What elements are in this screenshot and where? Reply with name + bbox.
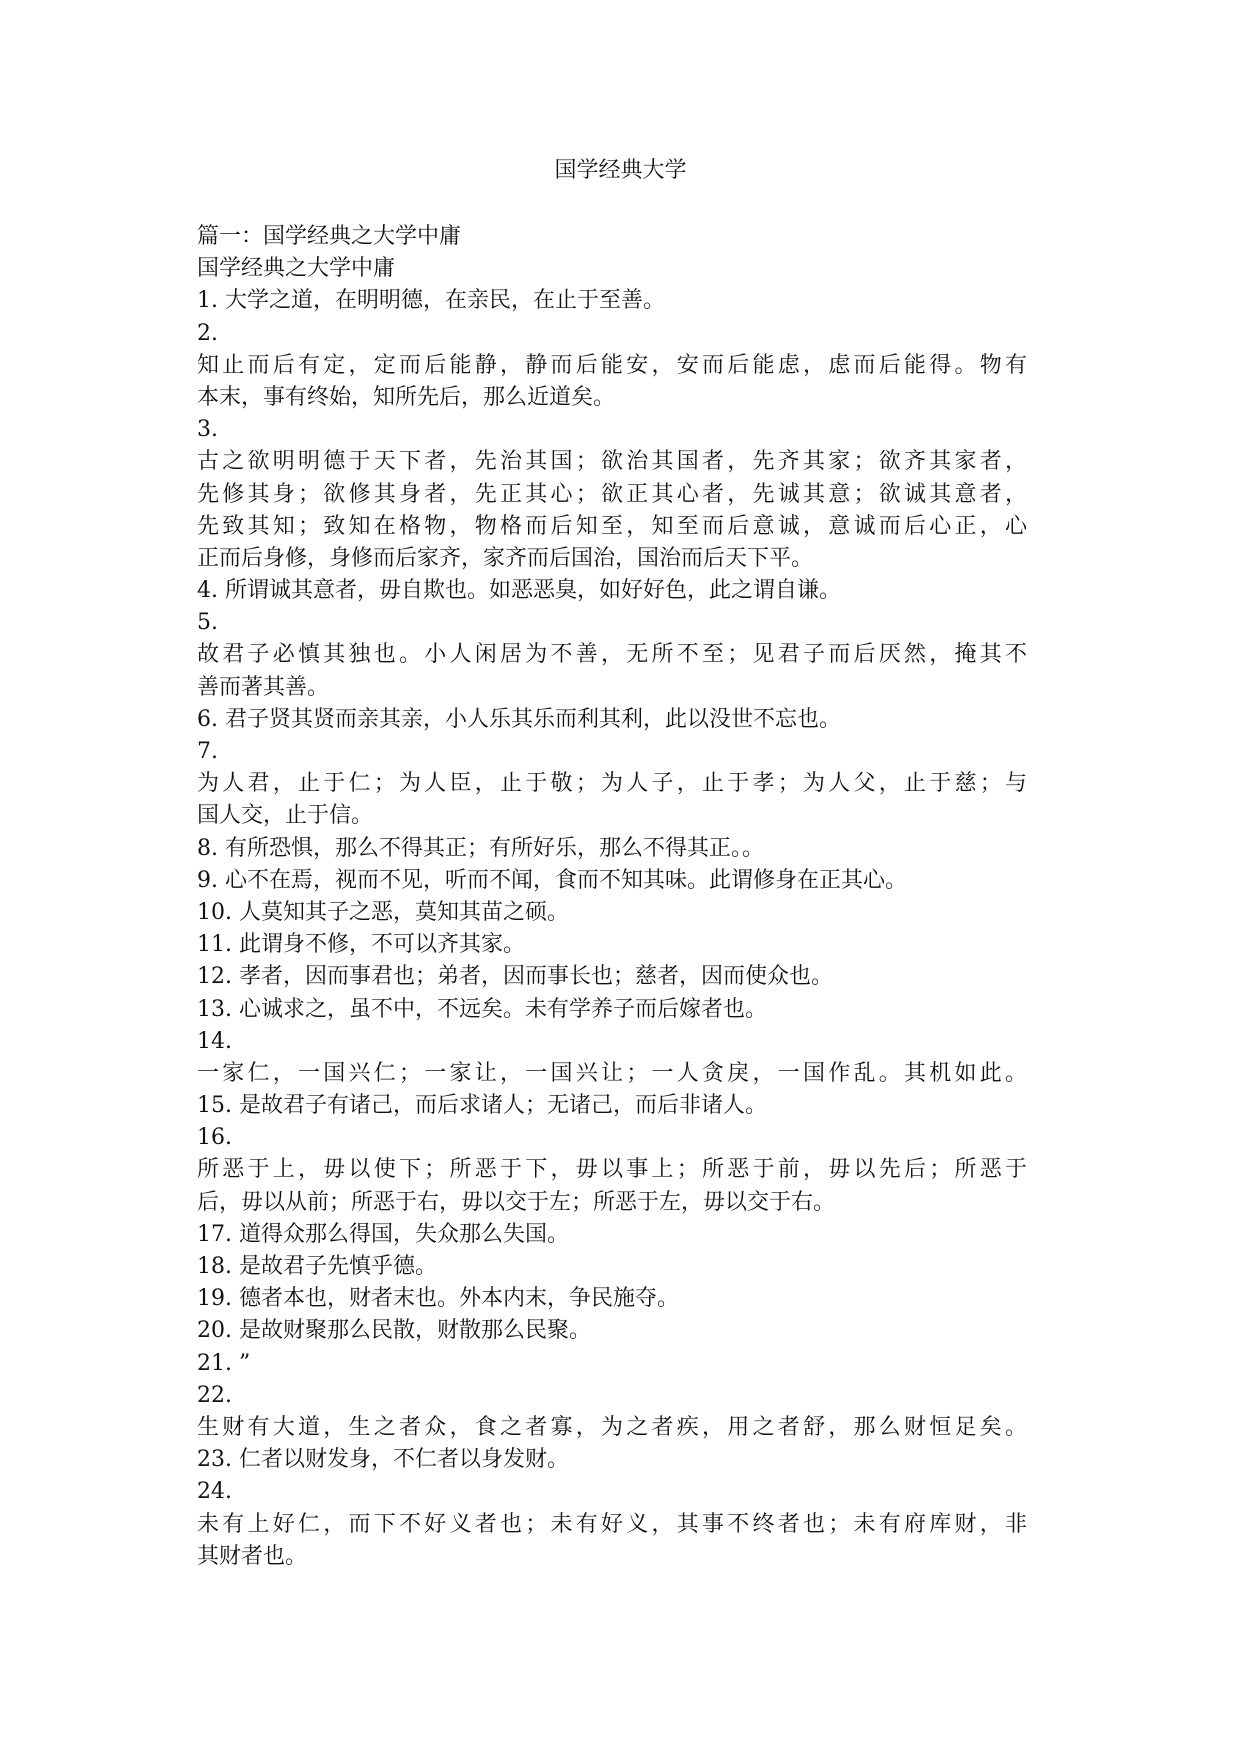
text-line: 7.: [197, 739, 218, 764]
text-line: 正而后身修，身修而后家齐，家齐而后国治，国治而后天下平。: [197, 545, 814, 571]
text-line: 18. 是故君子先慎乎德。: [197, 1254, 437, 1279]
text-line: 故君子必慎其独也。小人闲居为不善，无所不至；见君子而后厌然，掩其不: [197, 642, 1027, 668]
text-line: 22.: [197, 1382, 232, 1408]
text-line: 知止而后有定，定而后能静，静而后能安，安而后能虑，虑而后能得。物有: [197, 352, 1027, 378]
text-line: 古之欲明明德于天下者，先治其国；欲治其国者，先齐其家；欲齐其家者，: [197, 449, 1027, 475]
text-line: 20. 是故财聚那么民散，财散那么民聚。: [197, 1318, 591, 1344]
text-line: 6. 君子贤其贤而亲其亲，小人乐其乐而利其利，此以没世不忘也。: [197, 706, 841, 732]
text-line: 15. 是故君子有诸己，而后求诸人；无诸己，而后非诸人。: [197, 1093, 767, 1119]
text-line: 为人君，止于仁；为人臣，止于敬；为人子，止于孝；为人父，止于慈；与: [197, 771, 1027, 797]
document-title: 国学经典大学: [554, 158, 687, 183]
text-line: 13. 心诚求之，虽不中，不远矣。未有学养子而后嫁者也。: [197, 996, 767, 1022]
text-line: 5.: [197, 610, 218, 636]
text-line: 先修其身；欲修其身者，先正其心；欲正其心者，先诚其意；欲诚其意者，: [197, 481, 1027, 507]
text-line: 19. 德者本也，财者末也。外本内末，争民施夺。: [197, 1286, 679, 1312]
text-line: 1. 大学之道，在明明德，在亲民，在止于至善。: [197, 288, 665, 314]
text-line: 2.: [197, 320, 218, 346]
text-line: 16.: [197, 1125, 232, 1151]
text-line: 未有上好仁，而下不好义者也；未有好义，其事不终者也；未有府库财，非: [197, 1511, 1027, 1537]
text-line: 篇一：国学经典之大学中庸: [197, 224, 462, 249]
text-line: 4. 所谓诚其意者，毋自欺也。如恶恶臭，如好好色，此之谓自谦。: [197, 578, 841, 604]
text-line: 生财有大道，生之者众，食之者寡，为之者疾，用之者舒，那么财恒足矣。: [197, 1414, 1027, 1440]
text-line: 24.: [197, 1479, 232, 1505]
text-line: 先致其知；致知在格物，物格而后知至，知至而后意诚，意诚而后心正，心: [197, 513, 1027, 539]
text-line: 善而著其善。: [197, 674, 330, 700]
text-line: 其财者也。: [197, 1543, 308, 1569]
text-line: 23. 仁者以财发身，不仁者以身发财。: [197, 1447, 569, 1473]
document-body: [197, 221, 1027, 1573]
text-line: 国学经典之大学中庸: [197, 256, 396, 282]
text-line: 17. 道得众那么得国，失众那么失国。: [197, 1221, 569, 1247]
text-line: 10. 人莫知其子之恶，莫知其苗之硕。: [197, 899, 569, 925]
text-line: 后，毋以从前；所恶于右，毋以交于左；所恶于左，毋以交于右。: [197, 1189, 836, 1215]
text-line: 一家仁，一国兴仁；一家让，一国兴让；一人贪戾，一国作乱。其机如此。: [197, 1060, 1027, 1086]
text-line: 8. 有所恐惧，那么不得其正；有所好乐，那么不得其正。。: [197, 835, 764, 861]
text-line: 12. 孝者，因而事君也；弟者，因而事长也；慈者，因而使众也。: [197, 964, 833, 990]
text-line: 所恶于上，毋以使下；所恶于下，毋以事上；所恶于前，毋以先后；所恶于: [197, 1157, 1027, 1183]
text-line: 国人交，止于信。: [197, 803, 374, 829]
text-line: 3.: [197, 417, 218, 443]
text-line: 9. 心不在焉，视而不见，听而不闻，食而不知其味。此谓修身在正其心。: [197, 867, 907, 893]
text-line: 14.: [197, 1028, 232, 1054]
text-line: 21. ”: [197, 1350, 251, 1376]
text-line: 11. 此谓身不修，不可以齐其家。: [197, 932, 525, 958]
text-line: 本末，事有终始，知所先后，那么近道矣。: [197, 384, 616, 410]
